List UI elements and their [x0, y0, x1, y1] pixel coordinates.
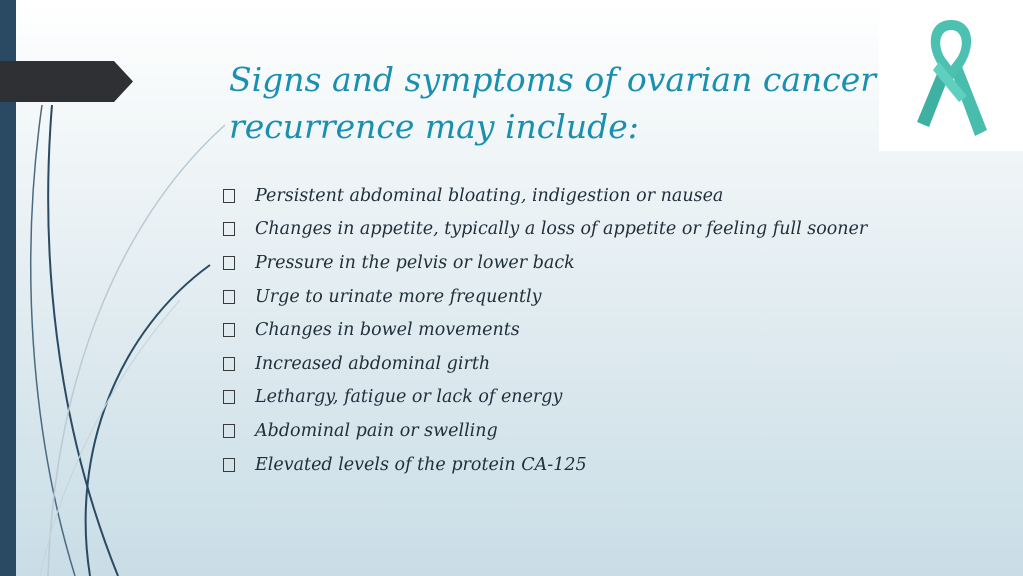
list-item — [223, 448, 867, 482]
arrow-tab-shape — [0, 61, 133, 102]
bullet-text: Abdominal pain or swelling — [255, 420, 498, 441]
title-line-1: Signs and symptoms of ovarian cancer — [229, 60, 877, 99]
bullet-text: Lethargy, fatigue or lack of energy — [255, 387, 563, 408]
square-bullet-icon — [223, 357, 235, 371]
bullet-text: Urge to urinate more frequently — [255, 286, 542, 307]
list-item — [223, 213, 867, 247]
awareness-ribbon-image — [879, 0, 1023, 151]
list-item — [223, 280, 867, 314]
bullet-text: Elevated levels of the protein CA-125 — [255, 454, 587, 475]
slide-title — [229, 56, 889, 156]
symptom-list — [223, 179, 867, 481]
list-item — [223, 414, 867, 448]
bullet-text: Changes in bowel movements — [255, 320, 520, 341]
bullet-text: Persistent abdominal bloating, indigestion or nausea — [255, 185, 724, 206]
bullet-text: Pressure in the pelvis or lower back — [255, 252, 575, 273]
square-bullet-icon — [223, 458, 235, 472]
list-item — [223, 313, 867, 347]
teal-awareness-ribbon-icon — [879, 0, 1023, 151]
square-bullet-icon — [223, 424, 235, 438]
square-bullet-icon — [223, 256, 235, 270]
list-item — [223, 246, 867, 280]
list-item — [223, 381, 867, 415]
square-bullet-icon — [223, 390, 235, 404]
square-bullet-icon — [223, 290, 235, 304]
square-bullet-icon — [223, 189, 235, 203]
bullet-text: Changes in appetite, typically a loss of appetite or feeling full sooner — [255, 219, 868, 240]
square-bullet-icon — [223, 323, 235, 337]
bullet-text: Increased abdominal girth — [255, 353, 491, 374]
list-item — [223, 347, 867, 381]
list-item — [223, 179, 867, 213]
title-line-2: recurrence may include: — [229, 107, 639, 146]
square-bullet-icon — [223, 222, 235, 236]
